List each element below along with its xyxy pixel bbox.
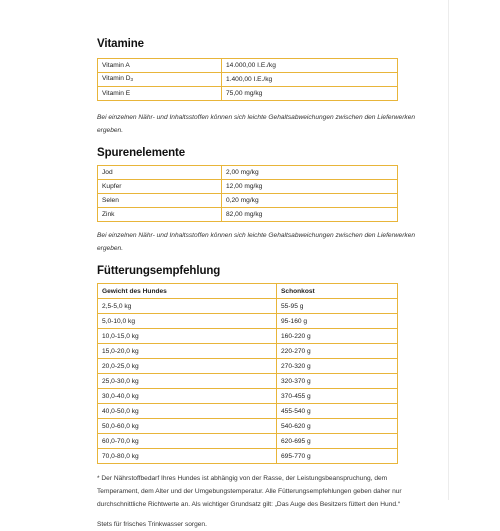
vitamin-name: Vitamin D xyxy=(102,75,131,82)
table-row xyxy=(98,434,398,449)
amount-cell: 540-620 g xyxy=(277,419,398,434)
spurenelemente-heading: Spurenelemente xyxy=(97,147,186,159)
amount-cell: 695-770 g xyxy=(277,449,398,464)
table-row xyxy=(98,344,398,359)
element-value-cell: 82,00 mg/kg xyxy=(222,208,398,222)
vitamin-value-cell: 1.400,00 I.E./kg xyxy=(222,73,398,87)
amount-cell: 320-370 g xyxy=(277,374,398,389)
table-row xyxy=(98,73,398,87)
weight-cell: 30,0-40,0 kg xyxy=(98,389,277,404)
footnote-line: durchschnittliche Richtwerte an. Als wichtiger Grundsatz gilt: „Das Auge des Besitzers füttert den Hund.“ xyxy=(97,501,401,508)
table-header-row xyxy=(98,284,398,299)
weight-cell: 60,0-70,0 kg xyxy=(98,434,277,449)
fuetterung-footnote xyxy=(97,472,437,511)
amount-cell: 270-320 g xyxy=(277,359,398,374)
element-value-cell: 2,00 mg/kg xyxy=(222,166,398,180)
fuetterung-table xyxy=(97,283,398,464)
weight-cell: 5,0-10,0 kg xyxy=(98,314,277,329)
element-value-cell: 0,20 mg/kg xyxy=(222,194,398,208)
weight-column-header: Gewicht des Hundes xyxy=(98,284,277,299)
vitamin-value-cell: 75,00 mg/kg xyxy=(222,87,398,101)
table-row xyxy=(98,194,398,208)
water-hint: Stets für frisches Trinkwasser sorgen. xyxy=(97,521,207,528)
table-row xyxy=(98,419,398,434)
vitamine-section xyxy=(97,38,437,137)
page-edge-divider xyxy=(448,0,449,500)
vitamine-note: Bei einzelnen Nähr- und Inhaltsstoffen können sich leichte Gehaltsabweichungen zwischen den Lieferwerken ergeben. xyxy=(97,114,416,134)
amount-cell: 455-540 g xyxy=(277,404,398,419)
weight-cell: 40,0-50,0 kg xyxy=(98,404,277,419)
vitamine-table xyxy=(97,58,398,101)
table-row xyxy=(98,329,398,344)
amount-cell: 620-695 g xyxy=(277,434,398,449)
vitamin-value-cell: 14.000,00 I.E./kg xyxy=(222,59,398,73)
weight-cell: 15,0-20,0 kg xyxy=(98,344,277,359)
document-content xyxy=(97,38,437,531)
amount-cell: 370-455 g xyxy=(277,389,398,404)
vitamin-name-cell xyxy=(98,87,222,101)
vitamin-name: Vitamin A xyxy=(102,61,130,69)
amount-cell: 95-160 g xyxy=(277,314,398,329)
amount-cell: 55-95 g xyxy=(277,299,398,314)
table-row xyxy=(98,208,398,222)
element-name-cell: Kupfer xyxy=(98,180,222,194)
amount-cell: 160-220 g xyxy=(277,329,398,344)
table-row xyxy=(98,374,398,389)
table-row xyxy=(98,299,398,314)
fuetterung-section xyxy=(97,265,437,531)
vitamin-name: Vitamin E xyxy=(102,89,131,97)
table-row xyxy=(98,166,398,180)
weight-cell: 70,0-80,0 kg xyxy=(98,449,277,464)
vitamin-name-cell xyxy=(98,73,222,87)
table-row xyxy=(98,59,398,73)
weight-cell: 2,5-5,0 kg xyxy=(98,299,277,314)
footnote-line: Temperament, dem Alter und der Umgebungstemperatur. Alle Fütterungsempfehlungen geben daher nur xyxy=(97,488,402,495)
spurenelemente-note: Bei einzelnen Nähr- und Inhaltsstoffen können sich leichte Gehaltsabweichungen zwischen den Lieferwerken ergeben. xyxy=(97,232,416,252)
fuetterung-heading: Fütterungsempfehlung xyxy=(97,265,221,277)
spurenelemente-section xyxy=(97,147,437,255)
vitamin-name-cell xyxy=(98,59,222,73)
table-row xyxy=(98,314,398,329)
weight-cell: 50,0-60,0 kg xyxy=(98,419,277,434)
weight-cell: 20,0-25,0 kg xyxy=(98,359,277,374)
amount-cell: 220-270 g xyxy=(277,344,398,359)
vitamin-name-subscript: 3 xyxy=(130,77,133,82)
vitamine-heading: Vitamine xyxy=(97,38,144,50)
footnote-line: * Der Nährstoffbedarf Ihres Hundes ist abhängig von der Rasse, der Leistungsbeanspruchung, dem xyxy=(97,475,388,482)
table-row xyxy=(98,449,398,464)
element-name-cell: Selen xyxy=(98,194,222,208)
table-row xyxy=(98,389,398,404)
element-name-cell: Jod xyxy=(98,166,222,180)
weight-cell: 25,0-30,0 kg xyxy=(98,374,277,389)
table-row xyxy=(98,180,398,194)
weight-cell: 10,0-15,0 kg xyxy=(98,329,277,344)
spurenelemente-table xyxy=(97,165,398,222)
table-row xyxy=(98,404,398,419)
schonkost-column-header: Schonkost xyxy=(277,284,398,299)
table-row xyxy=(98,87,398,101)
element-value-cell: 12,00 mg/kg xyxy=(222,180,398,194)
element-name-cell: Zink xyxy=(98,208,222,222)
table-row xyxy=(98,359,398,374)
